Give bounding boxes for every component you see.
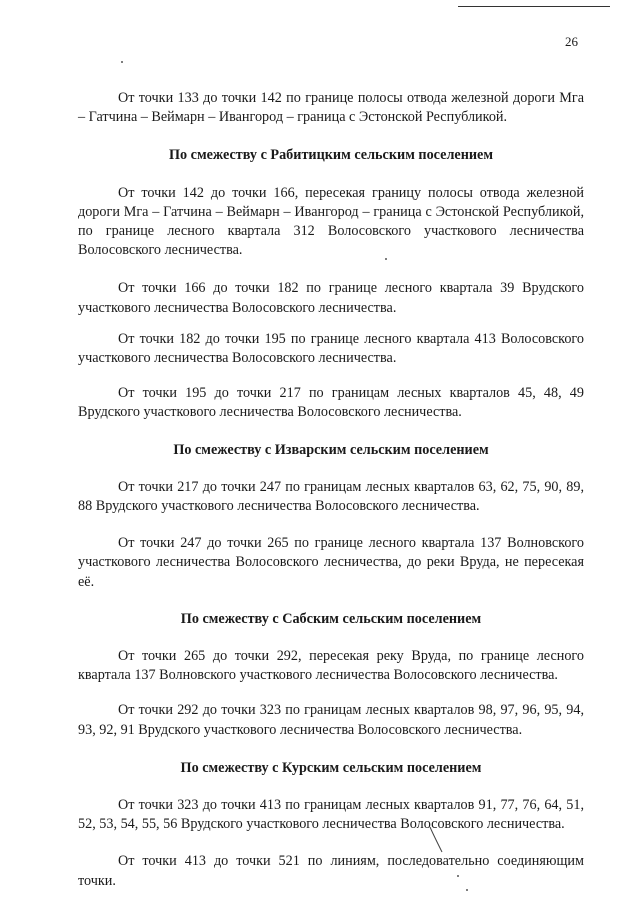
document-body bbox=[78, 89, 584, 891]
paragraph: От точки 195 до точки 217 по границам лесных кварталов 45, 48, 49 Врудского участкового лесничества Волосовского лесничества. bbox=[78, 385, 584, 421]
paragraph: От точки 247 до точки 265 по границе лесного квартала 137 Волновского участкового лесничества Волосовского лесничества, до реки Вруда, не пересекая её. bbox=[78, 535, 584, 590]
section-heading: По смежеству с Курским сельским поселением bbox=[180, 759, 482, 776]
scan-speck bbox=[466, 889, 468, 891]
paragraph: От точки 292 до точки 323 по границам лесных кварталов 98, 97, 96, 95, 94, 93, 92, 91 Врудского участкового лесничества Волосовского лесничества. bbox=[78, 702, 584, 738]
paragraph: От точки 133 до точки 142 по границе полосы отвода железной дороги Мга – Гатчина – Веймарн – Ивангород – граница с Эстонской Республикой. bbox=[78, 90, 584, 126]
top-rule-line bbox=[458, 6, 610, 7]
page-number: 26 bbox=[565, 34, 578, 49]
paragraph: От точки 142 до точки 166, пересекая границу полосы отвода железной дороги Мга – Гатчина – Веймарн – Ивангород – граница с Эстонской Республикой, по границе лесного квартала 312 Волосовского участкового лесничества Волосовского лесничества. bbox=[78, 184, 584, 259]
section-heading: По смежеству с Изварским сельским поселением bbox=[173, 441, 489, 458]
section-heading: По смежеству с Сабским сельским поселением bbox=[180, 610, 482, 627]
paragraph: От точки 217 до точки 247 по границам лесных кварталов 63, 62, 75, 90, 89, 88 Врудского участкового лесничества Волосовского лесничества. bbox=[78, 478, 584, 515]
pen-stroke-mark bbox=[428, 826, 448, 854]
scan-speck bbox=[385, 258, 387, 260]
scan-speck bbox=[121, 61, 123, 63]
paragraph: От точки 323 до точки 413 по границам лесных кварталов 91, 77, 76, 64, 51, 52, 53, 54, 55, 56 Врудского участкового лесничества Волосовского лесничества. bbox=[78, 797, 584, 833]
paragraph: От точки 413 до точки 521 по линиям, последовательно соединяющим точки. bbox=[78, 853, 584, 889]
paragraph: От точки 166 до точки 182 по границе лесного квартала 39 Врудского участкового лесничества Волосовского лесничества. bbox=[78, 280, 584, 316]
paragraph: От точки 265 до точки 292, пересекая реку Вруда, по границе лесного квартала 137 Волновского участкового лесничества Волосовского лесничества. bbox=[78, 648, 584, 684]
scan-speck bbox=[457, 875, 459, 877]
section-heading: По смежеству с Рабитицким сельским поселением bbox=[168, 147, 494, 164]
paragraph: От точки 182 до точки 195 по границе лесного квартала 413 Волосовского участкового лесничества Волосовского лесничества. bbox=[78, 330, 584, 367]
